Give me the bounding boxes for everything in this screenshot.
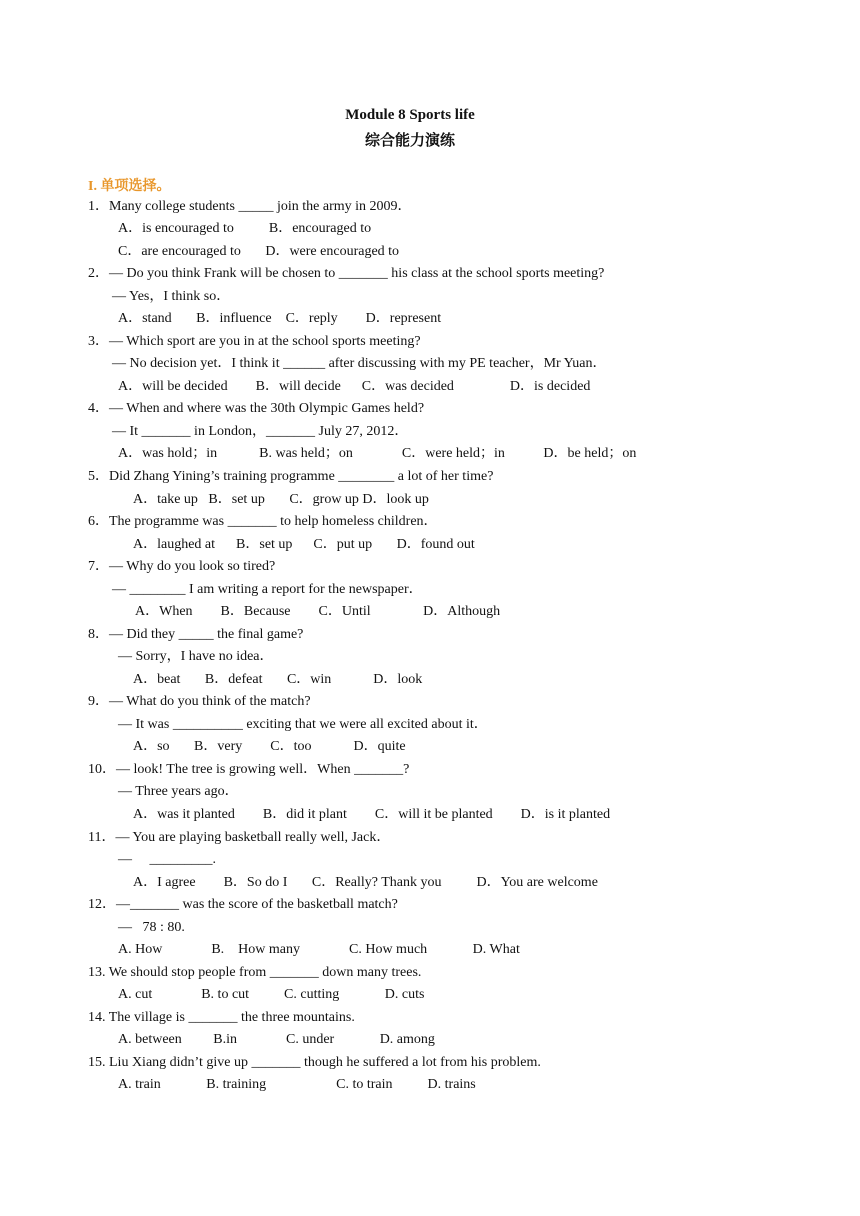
option-line: A．stand B．influence C．reply D．represent <box>118 311 442 326</box>
option-line: A．I agree B．So do I C．Really? Thank you D．You are welcome <box>133 875 598 890</box>
section-heading: I. 单项选择。 <box>88 179 171 194</box>
question-line: 11．— You are playing basketball really well, Jack． <box>88 830 391 845</box>
option-line: C．are encouraged to D．were encouraged to <box>118 244 400 259</box>
dialogue-line: — Three years ago． <box>118 784 239 799</box>
option-line: A．is encouraged to B．encouraged to <box>118 221 372 236</box>
dialogue-line: — _________. <box>118 852 216 867</box>
question-line: 4．— When and where was the 30th Olympic Games held? <box>88 401 425 416</box>
page-subtitle: 综合能力演练 <box>364 131 455 149</box>
question-line: 9．— What do you think of the match? <box>88 694 311 709</box>
question-line: 14. The village is _______ the three mountains. <box>88 1010 355 1025</box>
dialogue-line: — ________ I am writing a report for the newspaper． <box>112 582 423 597</box>
question-line: 2．— Do you think Frank will be chosen to _______ his class at the school sports meeting? <box>88 266 605 281</box>
dialogue-line: — No decision yet．I think it ______ after discussing with my PE teacher，Mr Yuan． <box>112 356 607 371</box>
option-line: A．beat B．defeat C．win D．look <box>133 672 423 687</box>
page-title: Module 8 Sports life <box>345 107 475 123</box>
dialogue-line: — Sorry，I have no idea． <box>118 649 274 664</box>
question-line: 7．— Why do you look so tired? <box>88 559 276 574</box>
option-line: A. How B. How many C. How much D. What <box>118 942 520 957</box>
option-line: A．was hold；in B. was held；on C．were held；in D．be held；on <box>118 446 637 461</box>
question-line: 15. Liu Xiang didn’t give up _______ though he suffered a lot from his problem. <box>88 1055 541 1070</box>
option-line: A. between B.in C. under D. among <box>118 1032 435 1047</box>
option-line: A．so B．very C．too D．quite <box>133 739 406 754</box>
dialogue-line: — It was __________ exciting that we were all excited about it． <box>118 717 488 732</box>
question-line: 1．Many college students _____ join the army in 2009． <box>88 199 412 214</box>
option-line: A．laughed at B．set up C．put up D．found out <box>133 537 475 552</box>
option-line: A. train B. training C. to train D. trains <box>118 1077 476 1092</box>
option-line: A．When B．Because C．Until D．Although <box>135 604 501 619</box>
question-line: 5．Did Zhang Yining’s training programme ________ a lot of her time? <box>88 469 494 484</box>
question-line: 12．—_______ was the score of the basketball match? <box>88 897 398 912</box>
question-line: 6．The programme was _______ to help homeless children． <box>88 514 438 529</box>
question-line: 8．— Did they _____ the final game? <box>88 627 304 642</box>
dialogue-line: — It _______ in London，_______ July 27, 2012． <box>112 424 409 439</box>
question-line: 13. We should stop people from _______ down many trees. <box>88 965 422 980</box>
option-line: A. cut B. to cut C. cutting D. cuts <box>118 987 425 1002</box>
question-line: 10．— look! The tree is growing well．When _______? <box>88 762 410 777</box>
option-line: A．will be decided B．will decide C．was decided D．is decided <box>118 379 591 394</box>
question-line: 3．— Which sport are you in at the school sports meeting? <box>88 334 421 349</box>
option-line: A．was it planted B．did it plant C．will it be planted D．is it planted <box>133 807 611 822</box>
dialogue-line: — Yes，I think so． <box>112 289 231 304</box>
option-line: A．take up B．set up C．grow up D．look up <box>133 492 429 507</box>
dialogue-line: — 78 : 80. <box>118 920 185 935</box>
